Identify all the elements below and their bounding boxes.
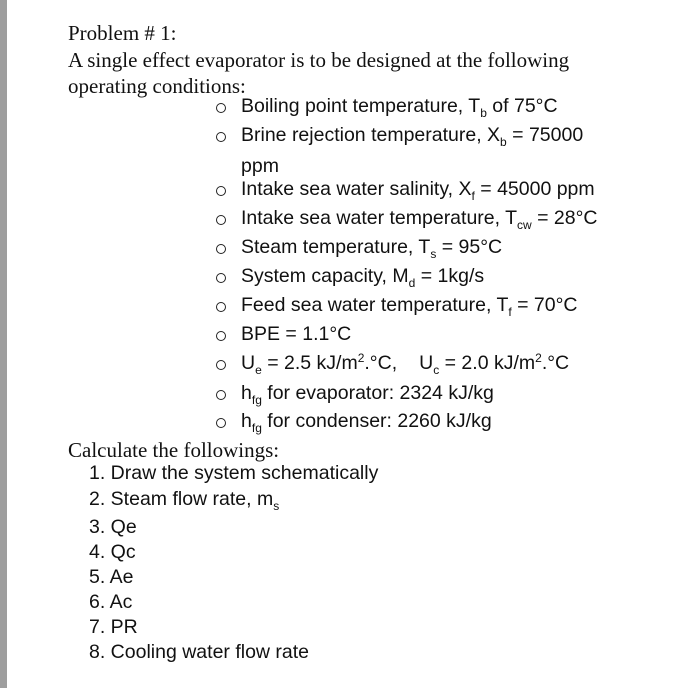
bullet-icon (216, 186, 226, 196)
list-item: 7. PR (89, 616, 138, 638)
condition-steam: Steam temperature, $T_s = 95^\circ C$ (241, 236, 503, 261)
bullet-icon (216, 390, 226, 400)
calculate-heading: Calculate the followings: (68, 438, 280, 462)
list-item: 8. Cooling water flow rate (89, 641, 310, 663)
problem-heading: Problem # 1: (68, 21, 177, 45)
list-item: 5. Ae (89, 566, 134, 588)
problem-intro-line2: operating conditions: (68, 74, 246, 98)
bullet-icon (216, 132, 226, 142)
problem-intro-line1: A single effect evaporator is to be designed at the following (68, 48, 570, 72)
bullet-icon (216, 215, 226, 225)
list-item: 3. Qe (89, 516, 137, 538)
condition-hfg-evaporator: $h_{fg}$ for evaporator: 2324 kJ/kg (241, 382, 494, 407)
bullet-icon (216, 103, 226, 113)
bullet-icon (216, 302, 226, 312)
bullet-icon (216, 360, 226, 370)
condition-brine: Brine rejection temperature, $X_b = 75000$ (241, 124, 584, 149)
condition-boiling: Boiling point temperature, $T_b$ of 75°C (241, 95, 558, 120)
left-border (0, 0, 7, 688)
list-item: 2. Steam flow rate, $m_s$ (89, 488, 280, 513)
condition-feed: Feed sea water temperature, $T_f = 70^\circ C$ (241, 294, 578, 319)
bullet-icon (216, 244, 226, 254)
bullet-icon (216, 331, 226, 341)
condition-brine-cont: ppm (241, 155, 279, 177)
condition-capacity: System capacity, $M_d = 1kg/s$ (241, 265, 485, 290)
condition-hfg-condenser: $h_{fg}$ for condenser: 2260 kJ/kg (241, 410, 492, 435)
condition-u-values: $U_e = 2.5$ $kJ/m^2.^\circ C$, $U_c = 2.0$ $kJ/m^2.^\circ C$ (241, 351, 570, 377)
list-item: 1. Draw the system schematically (89, 462, 379, 484)
condition-bpe: BPE = 1.1°C (241, 323, 352, 345)
condition-salinity: Intake sea water salinity, $X_f = 45000$ ppm (241, 178, 595, 203)
condition-intake-temp: Intake sea water temperature, $T_{cw} = 28^\circ C$ (241, 207, 598, 232)
list-item: 4. Qc (89, 541, 136, 563)
bullet-icon (216, 273, 226, 283)
bullet-icon (216, 418, 226, 428)
list-item: 6. Ac (89, 591, 133, 613)
